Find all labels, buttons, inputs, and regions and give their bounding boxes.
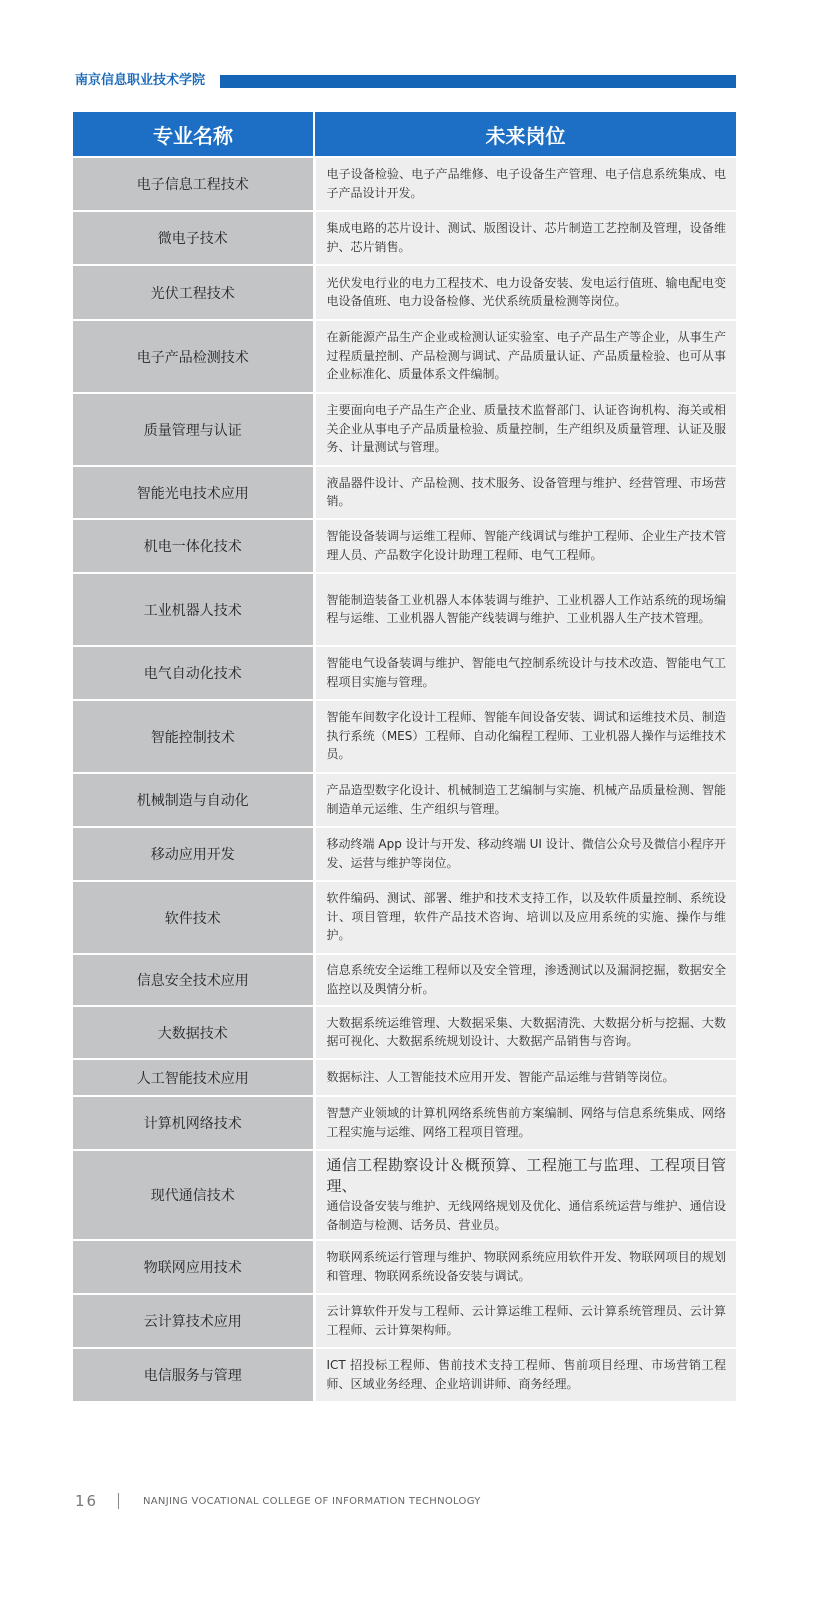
table-row (73, 573, 736, 646)
major-name: 大数据技术 (73, 1006, 314, 1059)
table-row (73, 1059, 736, 1096)
career-description: ICT 招投标工程师、售前技术支持工程师、售前项目经理、市场营销工程师、区域业务经理、企业培训讲师、商务经理。 (314, 1348, 736, 1402)
career-description: 智能车间数字化设计工程师、智能车间设备安装、调试和运维技术员、制造执行系统（MES）工程师、自动化编程工程师、工业机器人操作与运维技术员。 (314, 700, 736, 773)
table-row (73, 881, 736, 954)
majors-table (73, 112, 736, 1403)
major-name: 电气自动化技术 (73, 646, 314, 700)
table-row (73, 1006, 736, 1059)
table-row (73, 1348, 736, 1402)
career-description: 集成电路的芯片设计、测试、版图设计、芯片制造工艺控制及管理，设备维护、芯片销售。 (314, 211, 736, 265)
career-description: 大数据系统运维管理、大数据采集、大数据清洗、大数据分析与挖掘、大数据可视化、大数据系统规划设计、大数据产品销售与咨询。 (314, 1006, 736, 1059)
table-row (73, 1096, 736, 1150)
major-name: 人工智能技术应用 (73, 1059, 314, 1096)
career-description: 云计算软件开发与工程师、云计算运维工程师、云计算系统管理员、云计算工程师、云计算架构师。 (314, 1294, 736, 1348)
career-description: 软件编码、测试、部署、维护和技术支持工作，以及软件质量控制、系统设计、项目管理，软件产品技术咨询、培训以及应用系统的实施、操作与维护。 (314, 881, 736, 954)
major-name: 信息安全技术应用 (73, 954, 314, 1006)
column-header-careers: 未来岗位 (314, 112, 736, 157)
major-name: 软件技术 (73, 881, 314, 954)
career-description: 智能制造装备工业机器人本体装调与维护、工业机器人工作站系统的现场编程与运维、工业机器人智能产线装调与维护、工业机器人生产技术管理。 (314, 573, 736, 646)
major-name: 智能控制技术 (73, 700, 314, 773)
major-name: 移动应用开发 (73, 827, 314, 881)
major-name: 电信服务与管理 (73, 1348, 314, 1402)
career-description: 智能电气设备装调与维护、智能电气控制系统设计与技术改造、智能电气工程项目实施与管理。 (314, 646, 736, 700)
footer-divider (118, 1493, 119, 1509)
page-header (75, 72, 736, 90)
page-footer (75, 1490, 775, 1514)
career-description: 产品造型数字化设计、机械制造工艺编制与实施、机械产品质量检测、智能制造单元运维、生产组织与管理。 (314, 773, 736, 827)
table-row (73, 466, 736, 519)
career-description: 主要面向电子产品生产企业、质量技术监督部门、认证咨询机构、海关或相关企业从事电子产品质量检验、质量控制，生产组织及质量管理、认证及服务、计量测试与管理。 (314, 393, 736, 466)
career-description: 智慧产业领域的计算机网络系统售前方案编制、网络与信息系统集成、网络工程实施与运维、网络工程项目管理。 (314, 1096, 736, 1150)
major-name: 计算机网络技术 (73, 1096, 314, 1150)
career-description (314, 1150, 736, 1240)
major-name: 物联网应用技术 (73, 1240, 314, 1294)
header-accent-bar (220, 75, 736, 88)
career-description: 数据标注、人工智能技术应用开发、智能产品运维与营销等岗位。 (314, 1059, 736, 1096)
table-header-row (73, 112, 736, 157)
career-description: 光伏发电行业的电力工程技术、电力设备安装、发电运行值班、输电配电变电设备值班、电力设备检修、光伏系统质量检测等岗位。 (314, 265, 736, 320)
college-name: 南京信息职业技术学院 (75, 73, 206, 88)
career-description: 智能设备装调与运维工程师、智能产线调试与维护工程师、企业生产技术管理人员、产品数字化设计助理工程师、电气工程师。 (314, 519, 736, 573)
major-name: 智能光电技术应用 (73, 466, 314, 519)
career-description: 信息系统安全运维工程师以及安全管理，渗透测试以及漏洞挖掘，数据安全监控以及舆情分析。 (314, 954, 736, 1006)
table-row (73, 827, 736, 881)
table-row (73, 700, 736, 773)
major-name: 质量管理与认证 (73, 393, 314, 466)
table-row (73, 646, 736, 700)
table-row (73, 320, 736, 393)
career-description-rest: 通信设备安装与维护、无线网络规划及优化、通信系统运营与维护、通信设备制造与检测、话务员、营业员。 (326, 1199, 726, 1232)
major-name: 机电一体化技术 (73, 519, 314, 573)
major-name: 电子信息工程技术 (73, 157, 314, 211)
table-row (73, 954, 736, 1006)
table-row (73, 211, 736, 265)
table-row (73, 265, 736, 320)
major-name: 光伏工程技术 (73, 265, 314, 320)
career-description: 电子设备检验、电子产品维修、电子设备生产管理、电子信息系统集成、电子产品设计开发。 (314, 157, 736, 211)
major-name: 微电子技术 (73, 211, 314, 265)
career-description: 液晶器件设计、产品检测、技术服务、设备管理与维护、经营管理、市场营销。 (314, 466, 736, 519)
major-name: 工业机器人技术 (73, 573, 314, 646)
table-row (73, 1240, 736, 1294)
table-row (73, 157, 736, 211)
college-english-name: NANJING VOCATIONAL COLLEGE OF INFORMATION TECHNOLOGY (143, 1496, 481, 1507)
table-row (73, 393, 736, 466)
career-description: 物联网系统运行管理与维护、物联网系统应用软件开发、物联网项目的规划和管理、物联网系统设备安装与调试。 (314, 1240, 736, 1294)
major-name: 机械制造与自动化 (73, 773, 314, 827)
career-description-lead: 通信工程勘察设计＆概预算、工程施工与监理、工程项目管理、 (326, 1156, 726, 1195)
column-header-major: 专业名称 (73, 112, 314, 157)
major-name: 现代通信技术 (73, 1150, 314, 1240)
career-description: 移动终端 App 设计与开发、移动终端 UI 设计、微信公众号及微信小程序开发、运营与维护等岗位。 (314, 827, 736, 881)
major-name: 云计算技术应用 (73, 1294, 314, 1348)
majors-table-container (73, 112, 736, 1403)
career-description: 在新能源产品生产企业或检测认证实验室、电子产品生产等企业，从事生产过程质量控制、产品检测与调试、产品质量认证、产品质量检验、也可从事企业标准化、质量体系文件编制。 (314, 320, 736, 393)
major-name: 电子产品检测技术 (73, 320, 314, 393)
table-row (73, 773, 736, 827)
table-row (73, 519, 736, 573)
table-row (73, 1294, 736, 1348)
table-row (73, 1150, 736, 1240)
page-number: 16 (75, 1492, 99, 1510)
